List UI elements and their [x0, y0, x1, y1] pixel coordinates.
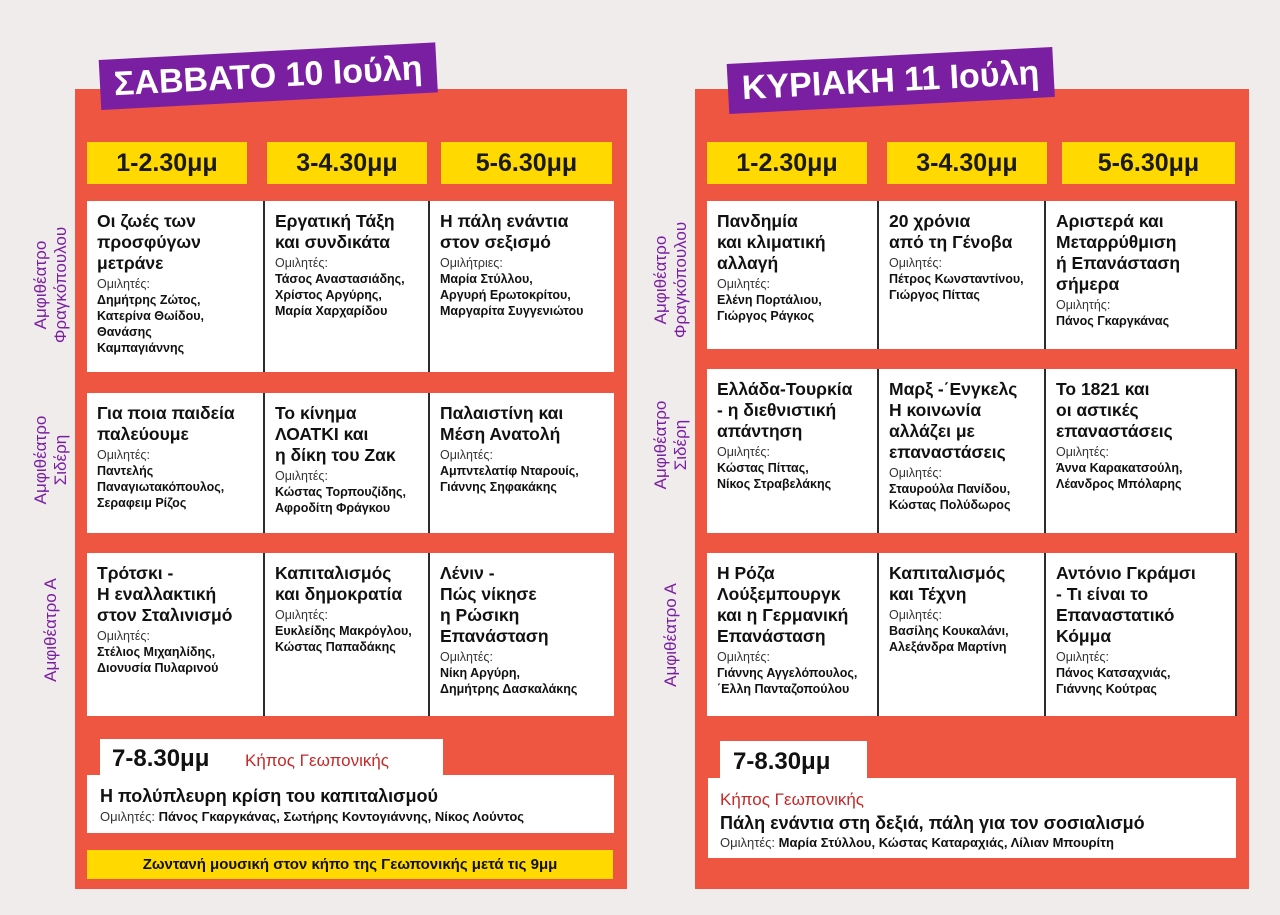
- speakers-names: Βασίλης Κουκαλάνι, Αλεξάνδρα Μαρτίνη: [889, 624, 1009, 654]
- talk-title: Η Ρόζα Λούξεμπουργκ και η Γερμανική Επανάσταση: [717, 563, 849, 646]
- sunday-time-slot-1: 1-2.30μμ: [707, 142, 867, 184]
- speakers-label: Ομιλήτριες:: [440, 256, 503, 270]
- speakers-names: Κώστας Τορπουζίδης, Αφροδίτη Φράγκου: [275, 485, 407, 515]
- sunday-row-3: [707, 553, 1237, 716]
- session-card: [265, 201, 428, 372]
- speakers-names: Αμπντελατίφ Νταρουίς, Γιάννης Σηφακάκης: [440, 464, 579, 494]
- talk-title: Εργατική Τάξη και συνδικάτα: [275, 211, 395, 252]
- speakers-label: Ομιλητές:: [440, 650, 493, 664]
- speakers-label: Ομιλητές:: [440, 448, 493, 462]
- speakers-label: Ομιλητές:: [275, 469, 328, 483]
- speakers-names: Τάσος Αναστασιάδης, Χρίστος Αργύρης, Μαρία Χαρχαρίδου: [275, 272, 405, 318]
- talk-title: Για ποια παιδεία παλεύουμε: [97, 403, 235, 444]
- sunday-time-slot-3: 5-6.30μμ: [1062, 142, 1235, 184]
- session-card: [1046, 553, 1235, 716]
- talk-title: Μαρξ -΄Ενγκελς Η κοινωνία αλλάζει με επαναστάσεις: [889, 379, 1018, 462]
- speakers-label: Ομιλητές:: [97, 277, 150, 291]
- saturday-venue-fragkopoulou: Αμφιθέατρο Φραγκόπουλου: [31, 226, 70, 344]
- session-card: [430, 393, 614, 533]
- saturday-venue-a: Αμφιθέατρο Α: [41, 578, 60, 682]
- session-card: [87, 553, 263, 716]
- talk-title: Καπιταλισμός και δημοκρατία: [275, 563, 403, 604]
- session-card: [1046, 201, 1235, 349]
- speakers-names: Δημήτρης Ζώτος, Κατερίνα Θωίδου, Θανάσης Καμπαγιάννης: [97, 293, 204, 355]
- speakers-label: Ομιλητές:: [889, 256, 942, 270]
- session-card: [265, 553, 428, 716]
- sunday-venue-fragkopoulou: Αμφιθέατρο Φραγκόπουλου: [651, 221, 690, 339]
- sunday-evening-title: Πάλη ενάντια στη δεξιά, πάλη για τον σοσιαλισμό: [720, 813, 1145, 833]
- speakers-names: Μαρία Στύλλου, Αργυρή Ερωτοκρίτου, Μαργαρίτα Συγγενιώτου: [440, 272, 584, 318]
- speakers-names: Παντελής Παναγιωτακόπουλος, Σεραφειμ Ρίζος: [97, 464, 225, 510]
- talk-title: Πανδημία και κλιματική αλλαγή: [717, 211, 826, 273]
- sunday-venue-sideri: Αμφιθέατρο Σιδέρη: [651, 400, 690, 490]
- sunday-evening-speakers: [720, 835, 1114, 851]
- speakers-label: Ομιλητές:: [889, 608, 942, 622]
- sunday-title: ΚΥΡΙΑΚΗ 11 Ιούλη: [727, 47, 1055, 114]
- session-card: [879, 201, 1044, 349]
- talk-title: Το κίνημα ΛΟΑΤΚΙ και η δίκη του Ζακ: [275, 403, 396, 465]
- speakers-names: Στέλιος Μιχαηλίδης, Διονυσία Πυλαρινού: [97, 645, 219, 675]
- speakers-label: Ομιλητές:: [717, 445, 770, 459]
- talk-title: Τρότσκι - Η εναλλακτική στον Σταλινισμό: [97, 563, 233, 625]
- session-card: [879, 553, 1044, 716]
- saturday-evening-location: Κήπος Γεωπονικής: [245, 751, 389, 770]
- talk-title: Αντόνιο Γκράμσι - Τι είναι το Επαναστατικό Κόμμα: [1056, 563, 1196, 646]
- saturday-row-2: [87, 393, 614, 533]
- speakers-label: Ομιλητές:: [717, 277, 770, 291]
- sunday-venue-a: Αμφιθέατρο Α: [661, 583, 680, 687]
- session-card: [1046, 369, 1235, 533]
- talk-title: 20 χρόνια από τη Γένοβα: [889, 211, 1013, 252]
- speakers-label: Ομιλητές:: [100, 809, 156, 824]
- talk-title: Το 1821 και οι αστικές επαναστάσεις: [1056, 379, 1173, 441]
- speakers-label: Ομιλητές:: [97, 448, 150, 462]
- speakers-names: Σταυρούλα Πανίδου, Κώστας Πολύδωρος: [889, 482, 1011, 512]
- saturday-time-slot-3: 5-6.30μμ: [441, 142, 612, 184]
- saturday-evening-title: Η πολύπλευρη κρίση του καπιταλισμού: [100, 786, 438, 806]
- saturday-title: ΣΑΒΒΑΤΟ 10 Ιούλη: [99, 42, 438, 110]
- speakers-names: Πάνος Γκαργκάνας: [1056, 314, 1170, 328]
- speakers-names: Πέτρος Κωνσταντίνου, Γιώργος Πίττας: [889, 272, 1024, 302]
- speakers-label: Ομιλητές:: [1056, 650, 1109, 664]
- talk-title: Καπιταλισμός και Τέχνη: [889, 563, 1006, 604]
- speakers-names: Μαρία Στύλλου, Κώστας Καταραχιάς, Λίλιαν Μπουρίτη: [778, 835, 1114, 850]
- speakers-label: Ομιλητές:: [275, 608, 328, 622]
- session-card: [707, 369, 877, 533]
- speakers-label: Ομιλητές:: [720, 835, 776, 850]
- session-card: [879, 369, 1044, 533]
- sunday-evening-location: Κήπος Γεωπονικής: [720, 790, 864, 809]
- speakers-label: Ομιλητές:: [97, 629, 150, 643]
- speakers-names: Γιάννης Αγγελόπουλος, ΄Ελλη Πανταζοπούλου: [717, 666, 858, 696]
- speakers-names: Πάνος Κατσαχνιάς, Γιάννης Κούτρας: [1056, 666, 1171, 696]
- saturday-row-1: [87, 201, 614, 372]
- speakers-label: Ομιλητές:: [1056, 445, 1109, 459]
- session-card: [87, 201, 263, 372]
- saturday-time-slot-2: 3-4.30μμ: [267, 142, 427, 184]
- session-card: [430, 201, 614, 372]
- speakers-label: Ομιλητές:: [717, 650, 770, 664]
- speakers-label: Ομιλητής:: [1056, 298, 1111, 312]
- speakers-label: Ομιλητές:: [275, 256, 328, 270]
- session-card: [707, 201, 877, 349]
- session-card: [265, 393, 428, 533]
- sunday-row-1: [707, 201, 1237, 349]
- speakers-names: Πάνος Γκαργκάνας, Σωτήρης Κοντογιάννης, Νίκος Λούντος: [158, 809, 525, 824]
- talk-title: Η πάλη ενάντια στον σεξισμό: [440, 211, 569, 252]
- talk-title: Λένιν - Πώς νίκησε η Ρώσικη Επανάσταση: [440, 563, 549, 646]
- speakers-names: Ευκλείδης Μακρόγλου, Κώστας Παπαδάκης: [275, 624, 412, 654]
- talk-title: Ελλάδα-Τουρκία - η διεθνιστική απάντηση: [717, 379, 853, 441]
- speakers-names: Νίκη Αργύρη, Δημήτρης Δασκαλάκης: [440, 666, 578, 696]
- talk-title: Οι ζωές των προσφύγων μετράνε: [97, 211, 201, 273]
- speakers-names: Άννα Καρακατσούλη, Λέανδρος Μπόλαρης: [1056, 461, 1183, 491]
- saturday-row-3: [87, 553, 614, 716]
- session-card: [707, 553, 877, 716]
- saturday-evening-speakers: [100, 809, 524, 825]
- session-card: [430, 553, 614, 716]
- talk-title: Αριστερά και Μεταρρύθμιση ή Επανάσταση σήμερα: [1056, 211, 1181, 294]
- speakers-label: Ομιλητές:: [889, 466, 942, 480]
- session-card: [87, 393, 263, 533]
- saturday-venue-sideri: Αμφιθέατρο Σιδέρη: [31, 415, 70, 505]
- speakers-names: Ελένη Πορτάλιου, Γιώργος Ράγκος: [717, 293, 822, 323]
- sunday-row-2: [707, 369, 1237, 533]
- sunday-evening-time: 7-8.30μμ: [733, 748, 831, 775]
- saturday-time-slot-1: 1-2.30μμ: [87, 142, 247, 184]
- saturday-evening-time: 7-8.30μμ: [112, 745, 210, 772]
- speakers-names: Κώστας Πίττας, Νίκος Στραβελάκης: [717, 461, 832, 491]
- live-music-banner: Ζωντανή μουσική στον κήπο της Γεωπονικής μετά τις 9μμ: [87, 850, 613, 879]
- sunday-time-slot-2: 3-4.30μμ: [887, 142, 1047, 184]
- talk-title: Παλαιστίνη και Μέση Ανατολή: [440, 403, 564, 444]
